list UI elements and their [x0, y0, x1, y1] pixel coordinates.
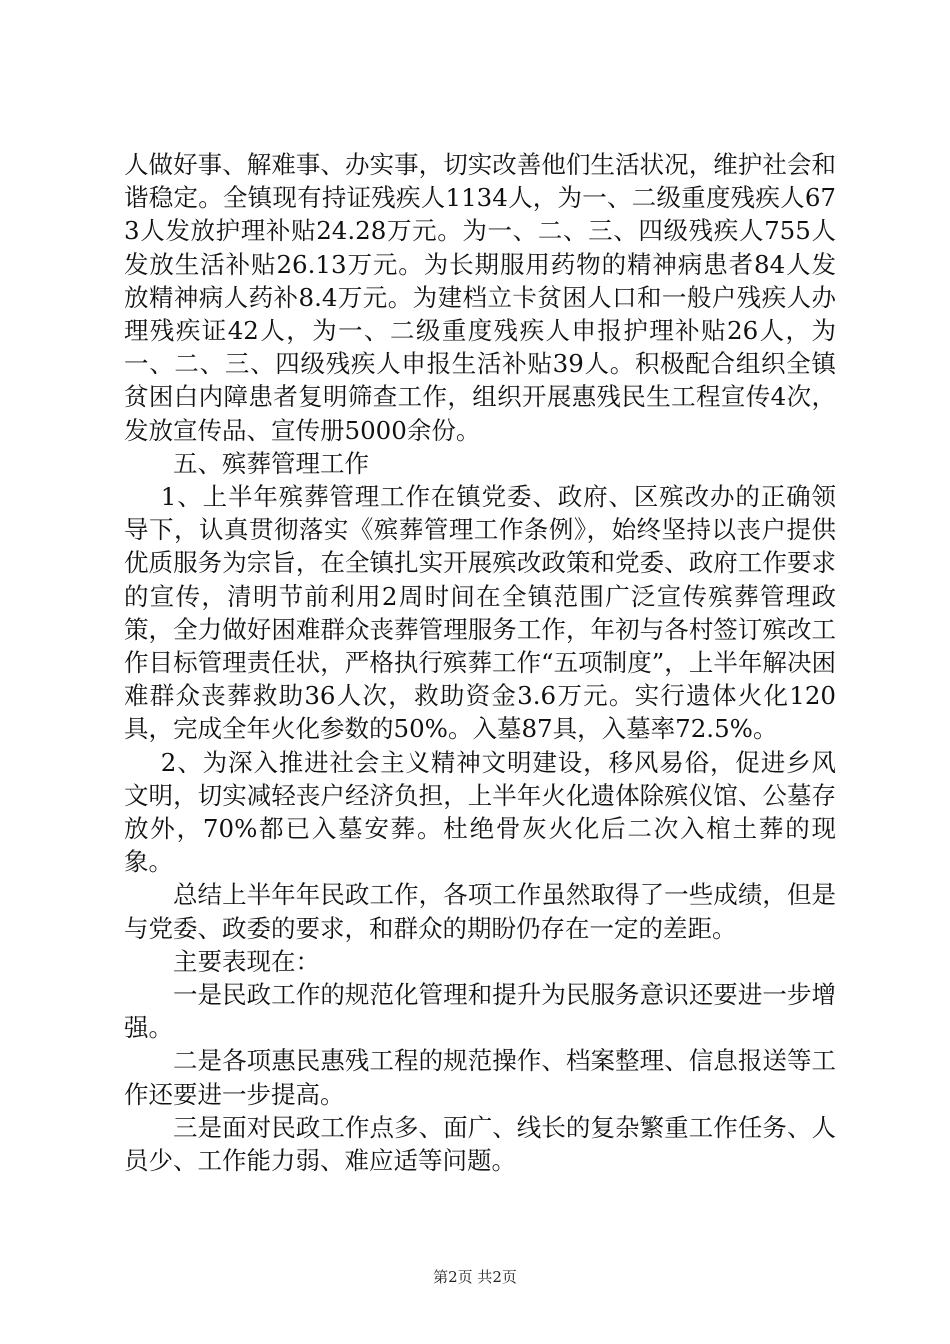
page-footer [0, 1266, 950, 1287]
paragraph-issue-1: 一是民政工作的规范化管理和提升为民服务意识还要进一步增强。 [124, 980, 836, 1043]
paragraph-summary: 总结上半年年民政工作，各项工作虽然取得了一些成绩，但是与党委、政委的要求，和群众的期盼仍存在一定的差距。 [124, 880, 836, 943]
section-heading-funeral-management: 五、殡葬管理工作 [173, 448, 369, 478]
paragraph-disability-assistance: 人做好事、解难事、办实事，切实改善他们生活状况，维护社会和谐稳定。全镇现有持证残疾人1134人，为一、二级重度残疾人673人发放护理补贴24.28万元。为一、二、三、四级残疾人755人发放生活补贴26.13万元。为长期服用药物的精神病患者84人发放精神病人药补8.4万元。为建档立卡贫困人口和一般户残疾人办理残疾证42人，为一、二级重度残疾人申报护理补贴26人，为一、二、三、四级残疾人申报生活补贴39人。积极配合组织全镇贫困白内障患者复明筛查工作，组织开展惠残民生工程宣传4次，发放宣传品、宣传册5000余份。 [124, 150, 836, 445]
paragraph-issue-2: 二是各项惠民惠残工程的规范操作、档案整理、信息报送等工作还要进一步提高。 [124, 1046, 836, 1109]
paragraph-main-issues-heading: 主要表现在： [173, 946, 320, 976]
paragraph-funeral-item-1: 1、上半年殡葬管理工作在镇党委、政府、区殡改办的正确领导下，认真贯彻落实《殡葬管理工作条例》，始终坚持以丧户提供优质服务为宗旨，在全镇扎实开展殡改政策和党委、政府工作要求的宣传，清明节前利用2周时间在全镇范围广泛宣传殡葬管理政策，全力做好困难群众丧葬管理服务工作，年初与各村签订殡改工作目标管理责任状，严格执行殡葬工作“五项制度”，上半年解决困难群众丧葬救助36人次，救助资金3.6万元。实行遗体火化120具，完成全年火化参数的50%。入墓87具，入墓率72.5%。 [124, 482, 836, 744]
document-body [124, 148, 836, 1177]
paragraph-issue-3: 三是面对民政工作点多、面广、线长的复杂繁重工作任务、人员少、工作能力弱、难应适等问题。 [124, 1112, 836, 1176]
page-number: 第2页 共2页 [433, 1268, 517, 1286]
paragraph-funeral-item-2: 2、为深入推进社会主义精神文明建设，移风易俗，促进乡风文明，切实减轻丧户经济负担，上半年火化遗体除殡仪馆、公墓存放外，70%都已入墓安葬。杜绝骨灰火化后二次入棺土葬的现象。 [124, 747, 836, 877]
